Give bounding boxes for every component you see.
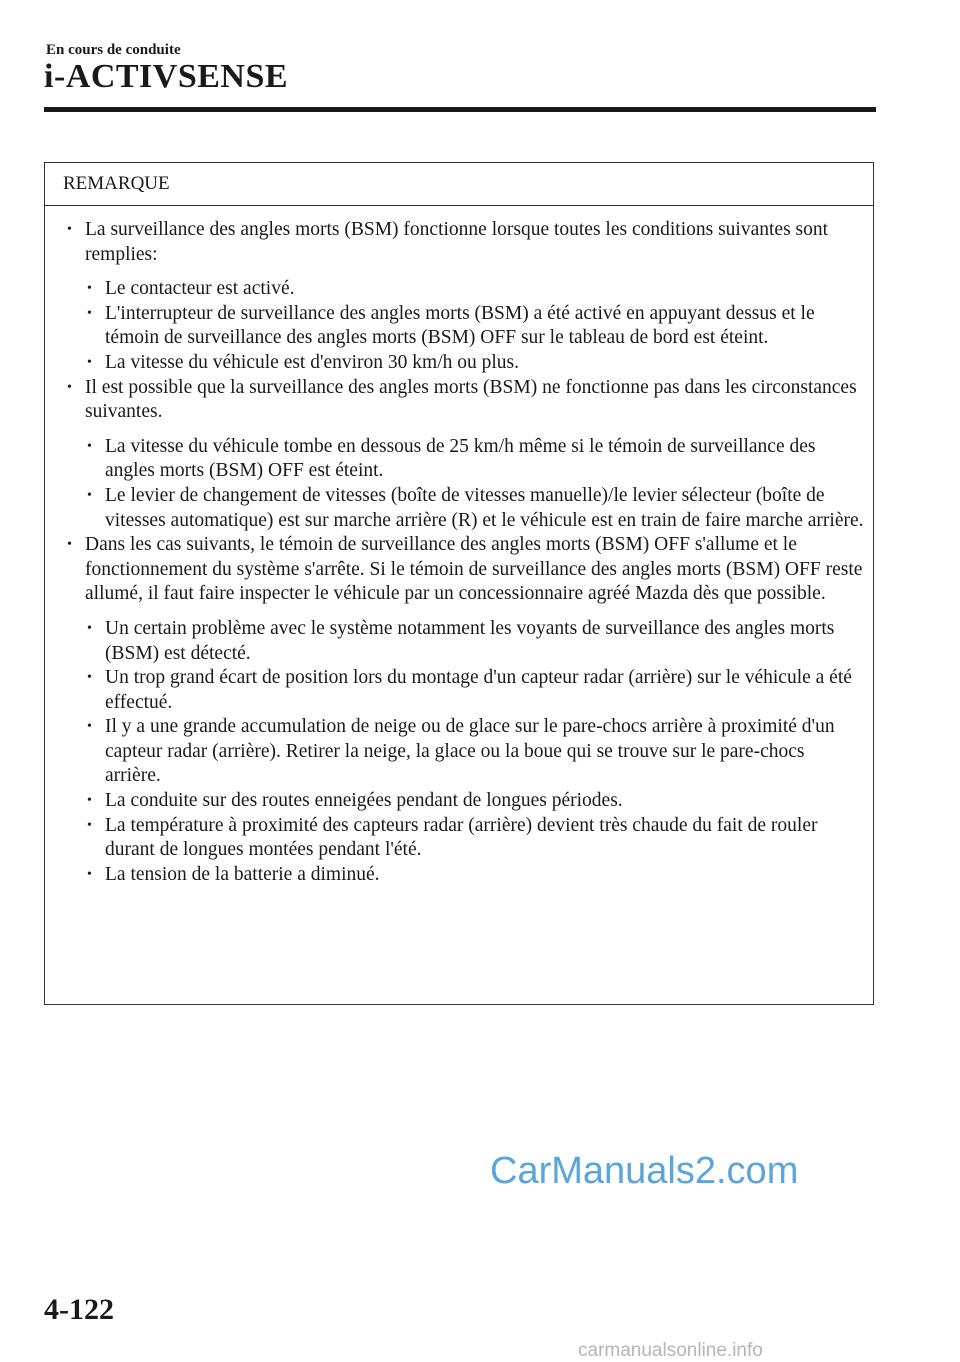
footer-watermark: carmanualsonline.info — [578, 1340, 763, 1361]
chapter-title: i-ACTIVSENSE — [44, 58, 289, 95]
sub-list-item: • L'interrupteur de surveillance des angles morts (BSM) a été activé en appuyant dessus et le témoin de surveillance des angles morts (BSM) OFF sur le tableau de bord est éteint. — [45, 302, 865, 351]
note-box — [44, 162, 874, 1005]
header-rule — [44, 107, 876, 112]
list-item: • Dans les cas suivants, le témoin de surveillance des angles morts (BSM) OFF s'allume et le fonctionnement du système s'arrête. Si le témoin de surveillance des angles morts (BSM) OFF reste allumé, il faut faire inspecter le véhicule par un concessionnaire agréé Mazda dès que possible. — [45, 533, 865, 607]
sub-list-item: • La vitesse du véhicule est d'environ 30 km/h ou plus. — [45, 351, 865, 376]
sub-list-item: • Il y a une grande accumulation de neige ou de glace sur le pare-chocs arrière à proximité d'un capteur radar (arrière). Retirer la neige, la glace ou la boue qui se trouve sur le pare-chocs arrière. — [45, 715, 865, 789]
sub-list-item: • La vitesse du véhicule tombe en dessous de 25 km/h même si le témoin de surveillance des angles morts (BSM) OFF est éteint. — [45, 435, 865, 484]
sub-list-item: • Le levier de changement de vitesses (boîte de vitesses manuelle)/le levier sélecteur (boîte de vitesses automatique) est sur marche arrière (R) et le véhicule est en train de faire marche arrière. — [45, 484, 865, 533]
list-item: • La surveillance des angles morts (BSM) fonctionne lorsque toutes les conditions suivantes sont remplies: — [45, 218, 865, 267]
sub-list-item: • La tension de la batterie a diminué. — [45, 863, 865, 888]
watermark-logo: CarManuals2.com — [490, 1150, 799, 1192]
note-body — [45, 218, 873, 887]
section-label: En cours de conduite — [46, 42, 181, 58]
sub-list-item: • Le contacteur est activé. — [45, 277, 865, 302]
note-rule — [45, 205, 873, 206]
sub-list-item: • Un certain problème avec le système notamment les voyants de surveillance des angles morts (BSM) est détecté. — [45, 617, 865, 666]
sub-list-item: • Un trop grand écart de position lors du montage d'un capteur radar (arrière) sur le véhicule a été effectué. — [45, 666, 865, 715]
sub-list-item: • La conduite sur des routes enneigées pendant de longues périodes. — [45, 789, 865, 814]
list-item: • Il est possible que la surveillance des angles morts (BSM) ne fonctionne pas dans les circonstances suivantes. — [45, 376, 865, 425]
note-title: REMARQUE — [63, 173, 170, 194]
page-number: 4-122 — [44, 1293, 114, 1326]
sub-list-item: • La température à proximité des capteurs radar (arrière) devient très chaude du fait de rouler durant de longues montées pendant l'été. — [45, 814, 865, 863]
